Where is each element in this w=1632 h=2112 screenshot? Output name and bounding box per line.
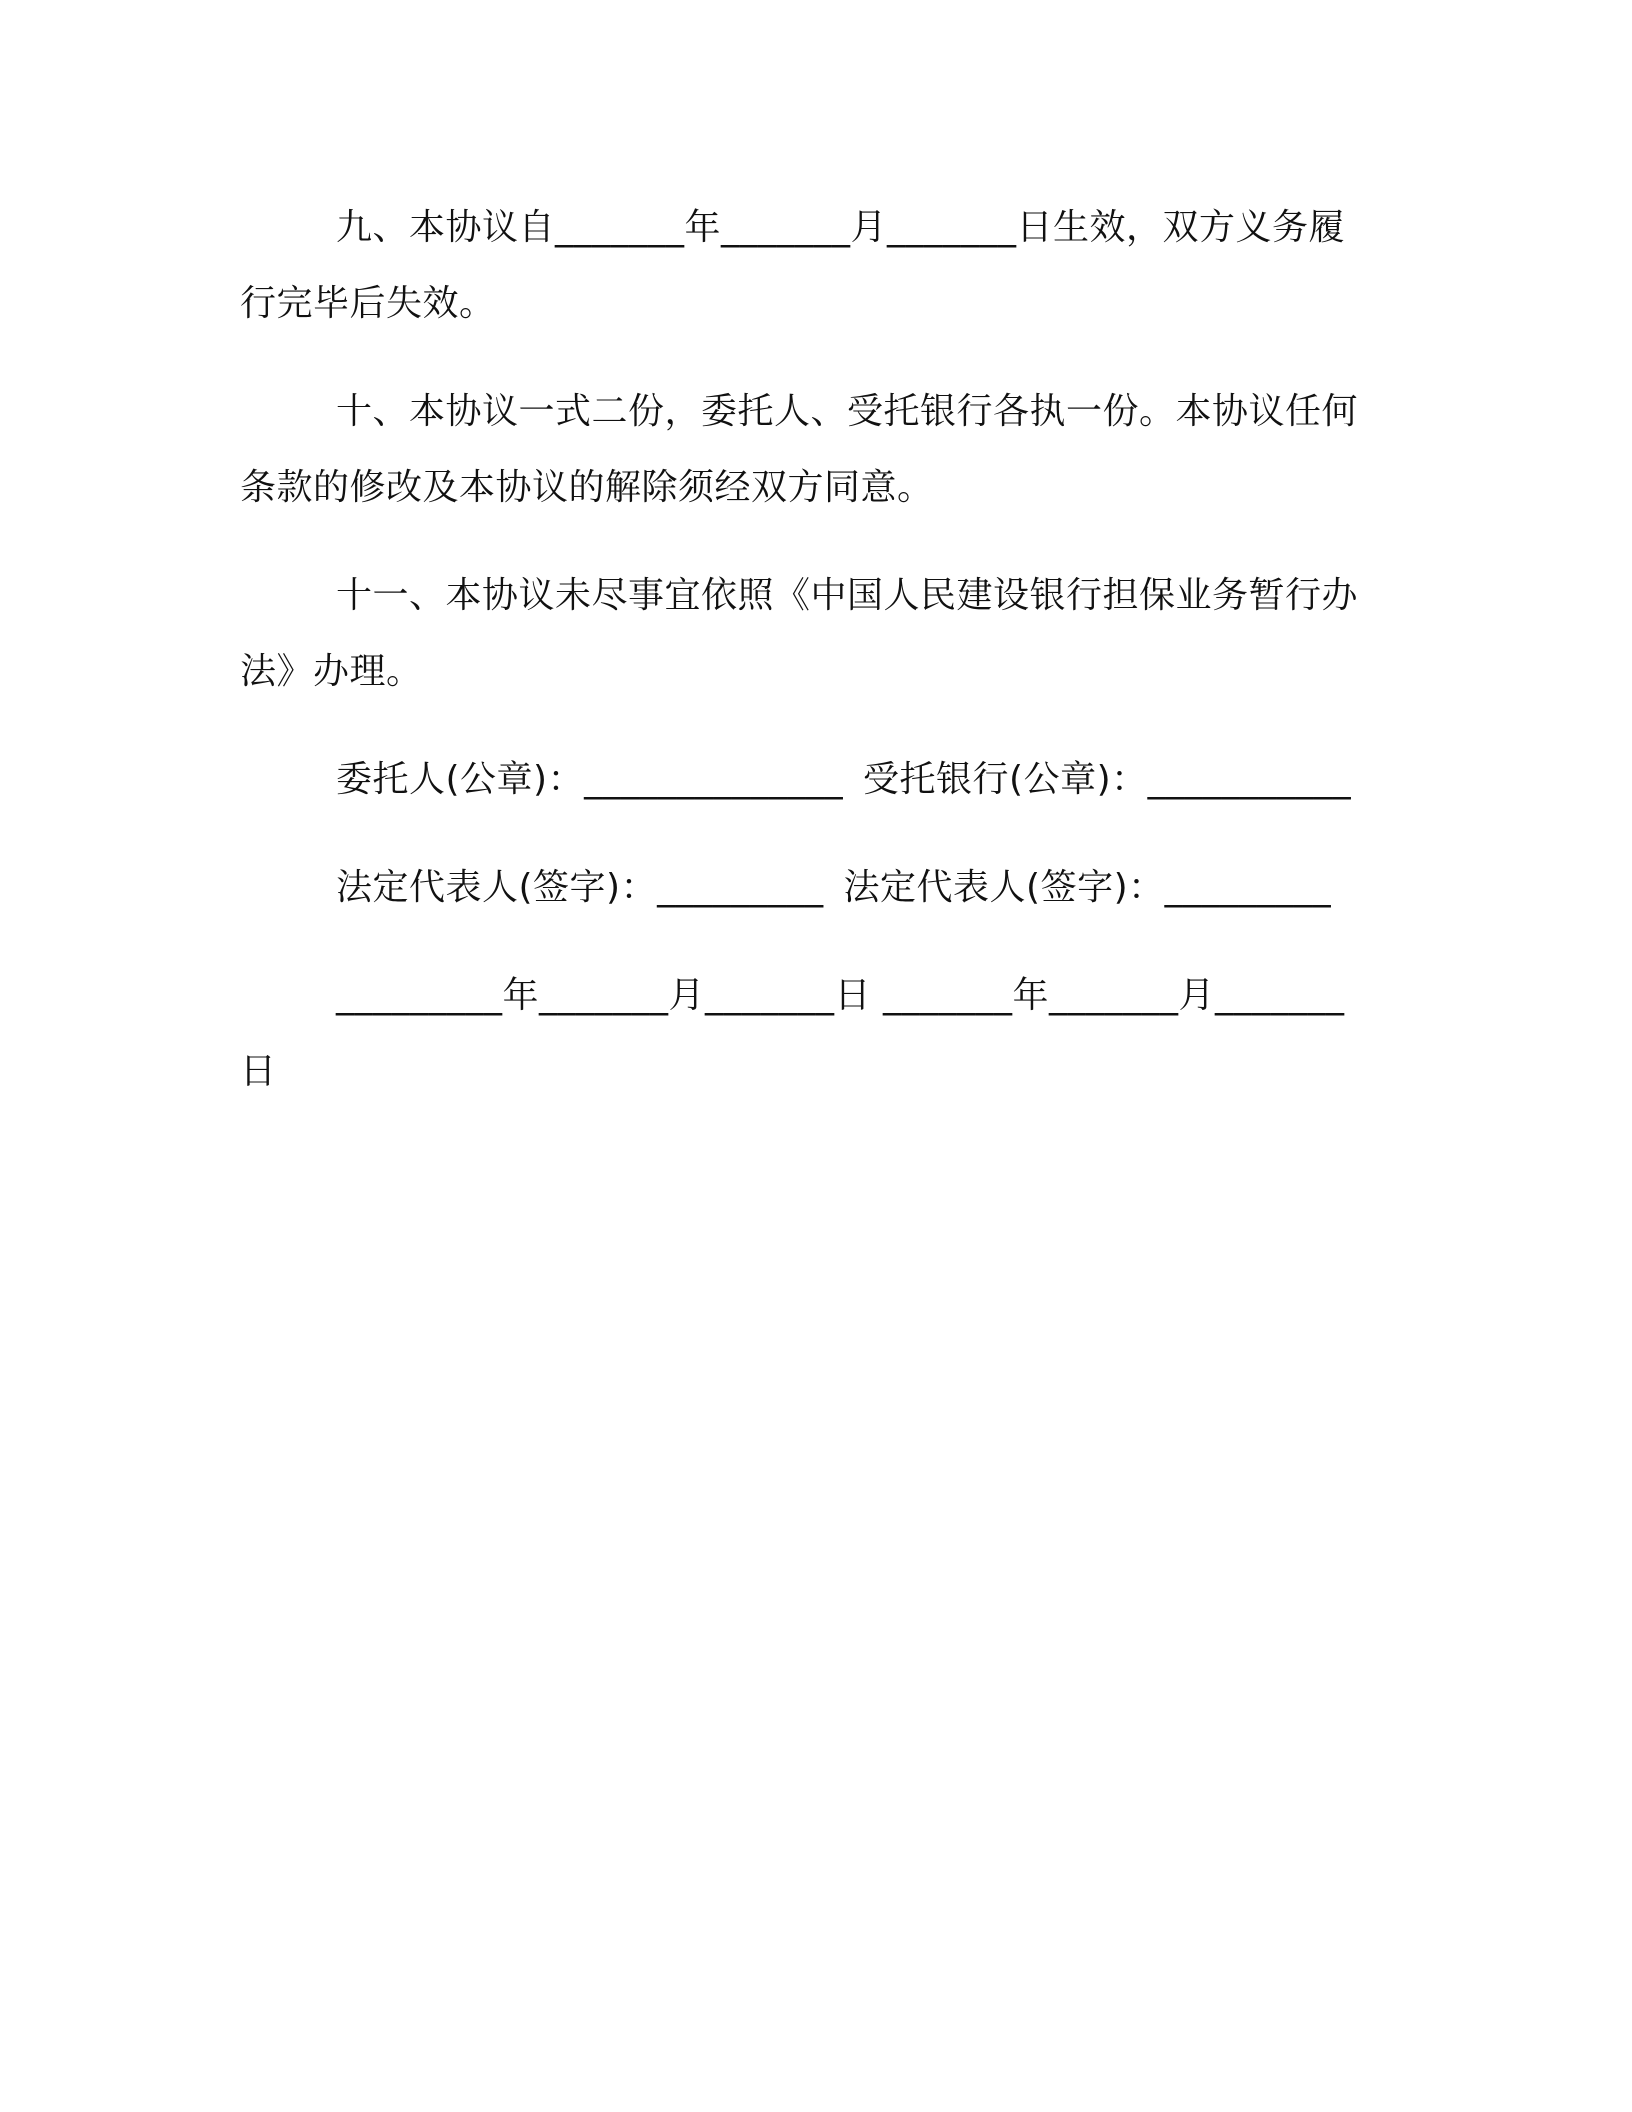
bank-seal-field: 受托银行(公章)：___________ — [863, 759, 1352, 800]
clause-ten-text: 十、本协议一式二份，委托人、受托银行各执一份。本协议任何条款的修改及本协议的解除须经双方同意。 — [240, 391, 1359, 508]
representative-row — [240, 850, 1380, 926]
clause-ten — [240, 374, 1380, 526]
seal-row — [240, 742, 1380, 818]
document-page — [240, 190, 1380, 1110]
clause-eleven-text: 十一、本协议未尽事宜依照《中国人民建设银行担保业务暂行办法》办理。 — [240, 575, 1359, 692]
clause-nine — [240, 190, 1380, 342]
signing-date-row — [240, 958, 1380, 1110]
clause-nine-text: 九、本协议自_______年_______月_______日生效，双方义务履行完毕后失效。 — [240, 207, 1346, 324]
bank-representative-field: 法定代表人(签字)：_________ — [843, 867, 1332, 908]
principal-representative-field: 法定代表人(签字)：_________ — [336, 867, 824, 908]
clause-eleven — [240, 558, 1380, 710]
signing-date-text: _________年_______月_______日 _______年_______月_______日 — [240, 975, 1345, 1092]
principal-seal-field: 委托人(公章)：______________ — [336, 759, 844, 800]
